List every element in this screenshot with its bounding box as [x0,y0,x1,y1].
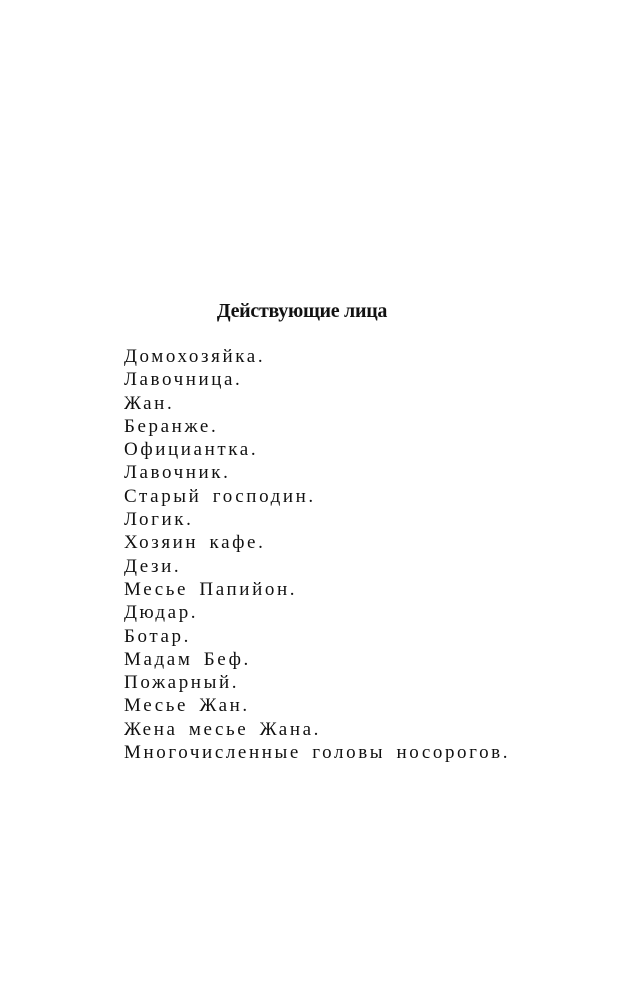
cast-list-item: Дюдар. [124,602,199,624]
cast-list-item: Месье Папийон. [124,578,298,600]
cast-list-item: Логик. [124,509,194,531]
cast-list [124,345,510,764]
cast-list-item: Официантка. [124,439,259,461]
cast-list-item: Старый господин. [124,485,316,507]
cast-list-item: Беранже. [124,415,219,437]
cast-list-item: Месье Жан. [124,695,250,717]
cast-list-item: Пожарный. [124,672,240,694]
cast-list-item: Лавочник. [124,462,231,484]
cast-list-item: Домохозяйка. [124,346,266,367]
cast-list-item: Дези. [124,555,182,577]
page-heading: Действующие лица [216,300,388,322]
cast-list-item: Хозяин кафе. [124,532,266,554]
cast-list-item: Мадам Беф. [124,648,251,670]
cast-list-item: Жена месье Жана. [124,718,321,740]
cast-list-item: Жан. [124,392,175,414]
cast-list-item: Ботар. [124,625,191,647]
cast-list-item: Лавочница. [124,369,243,391]
cast-list-item: Многочисленные головы носорогов. [124,742,511,764]
